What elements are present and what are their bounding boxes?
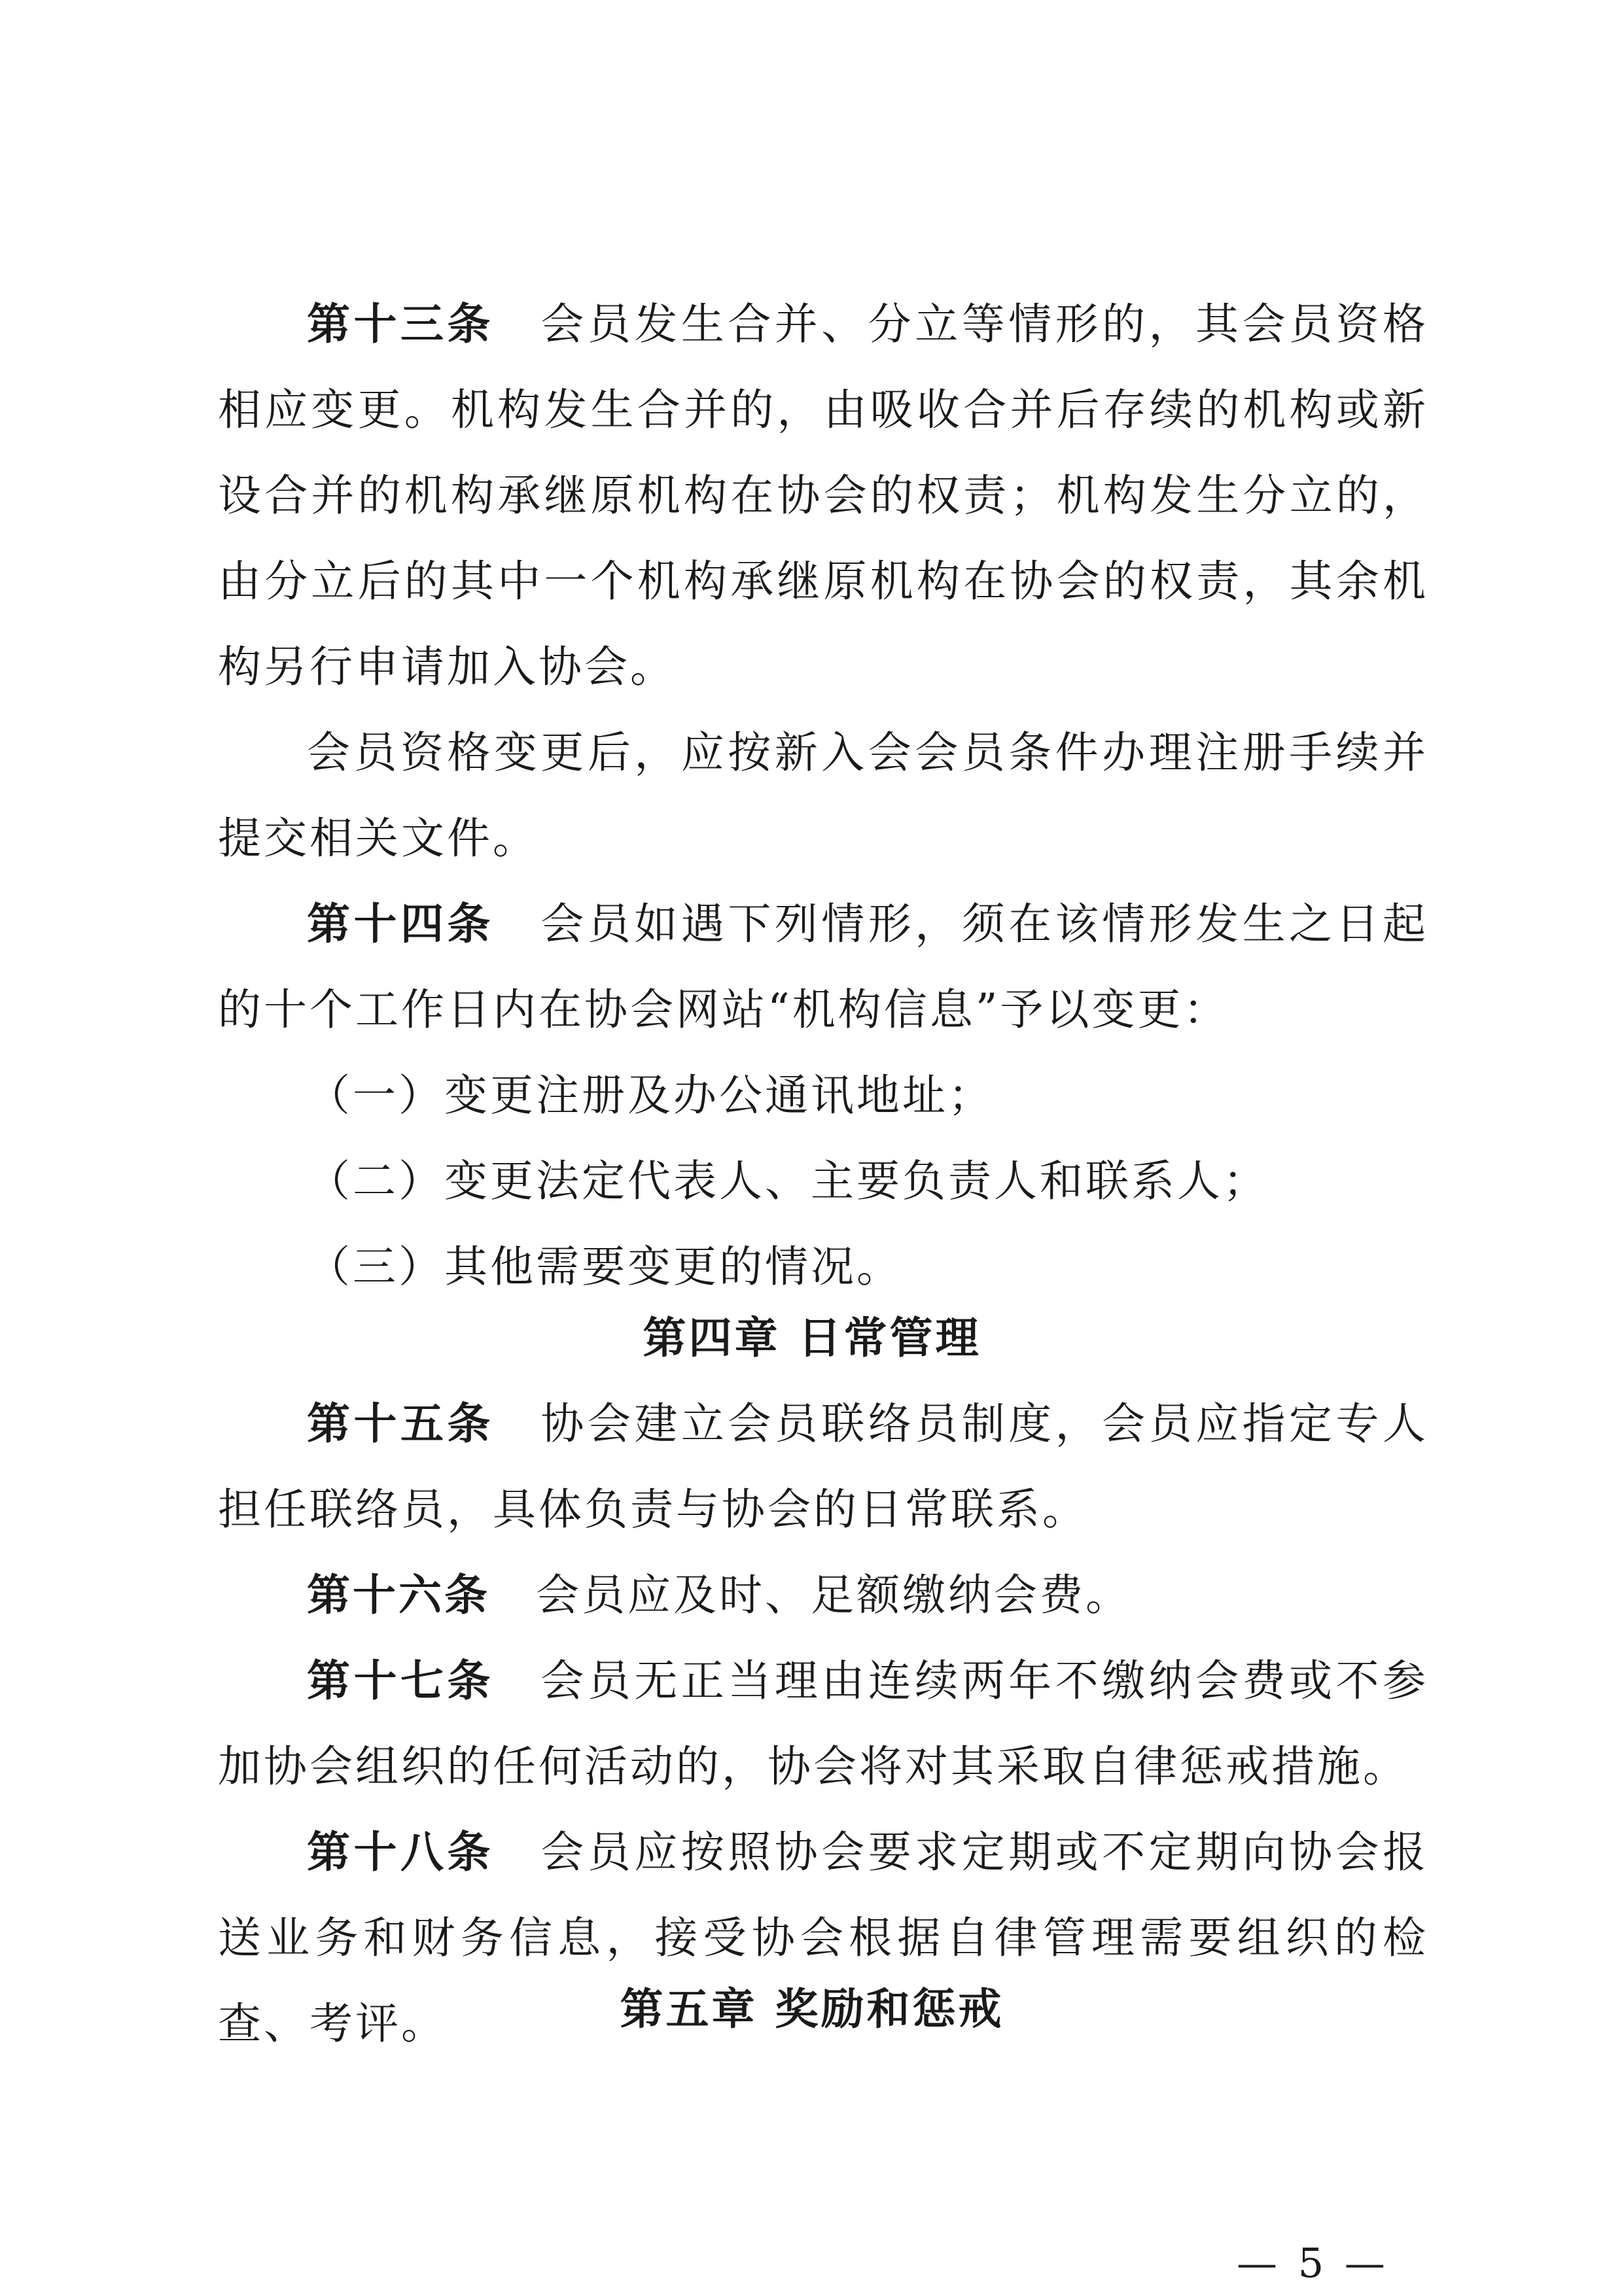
article-14 [218, 881, 1428, 1052]
article-18-text: 会员应按照协会要求定期或不定期向协会报送业务和财务信息，接受协会根据自律管理需要组织的检查、考评。 [218, 1827, 1429, 2049]
article-15-label: 第十五条 [307, 1399, 494, 1449]
article-17 [218, 1638, 1428, 1809]
article-16-text: 会员应及时、足额缴纳会费。 [536, 1570, 1131, 1620]
article-17-text: 会员无正当理由连续两年不缴纳会费或不参加协会组织的任何活动的，协会将对其采取自律惩戒措施。 [218, 1656, 1429, 1792]
article-16 [218, 1552, 1428, 1638]
chapter-5-heading: 第五章 奖励和惩戒 [620, 1984, 1004, 2034]
article-17-label: 第十七条 [307, 1656, 494, 1706]
article-13-label: 第十三条 [307, 299, 494, 349]
article-13 [218, 281, 1428, 710]
article-16-label: 第十六条 [307, 1570, 490, 1620]
article-14-label: 第十四条 [307, 899, 494, 949]
article-14-item-3: （三）其他需要变更的情况。 [307, 1242, 902, 1292]
article-15-text: 协会建立会员联络员制度，会员应指定专人担任联络员，具体负责与协会的日常联系。 [218, 1399, 1429, 1535]
article-14-item-1: （一）变更注册及办公通讯地址； [307, 1070, 994, 1121]
article-14-text: 会员如遇下列情形，须在该情形发生之日起的十个工作日内在协会网站“机构信息”予以变更： [218, 899, 1429, 1035]
article-15 [218, 1381, 1428, 1552]
page-number: — 5 — [1237, 2239, 1389, 2287]
chapter-4-heading: 第四章 日常管理 [643, 1313, 981, 1363]
article-18-label: 第十八条 [307, 1827, 494, 1877]
article-13-paragraph-2: 会员资格变更后，应按新入会会员条件办理注册手续并提交相关文件。 [218, 727, 1428, 863]
article-13-text: 会员发生合并、分立等情形的，其会员资格相应变更。机构发生合并的，由吸收合并后存续的机构或新设合并的机构承继原机构在协会的权责；机构发生分立的，由分立后的其中一个机构承继原机构在协会的权责，其余机构另行申请加入协会。 [218, 299, 1429, 692]
article-14-item-2: （二）变更法定代表人、主要负责人和联系人； [307, 1156, 1269, 1206]
